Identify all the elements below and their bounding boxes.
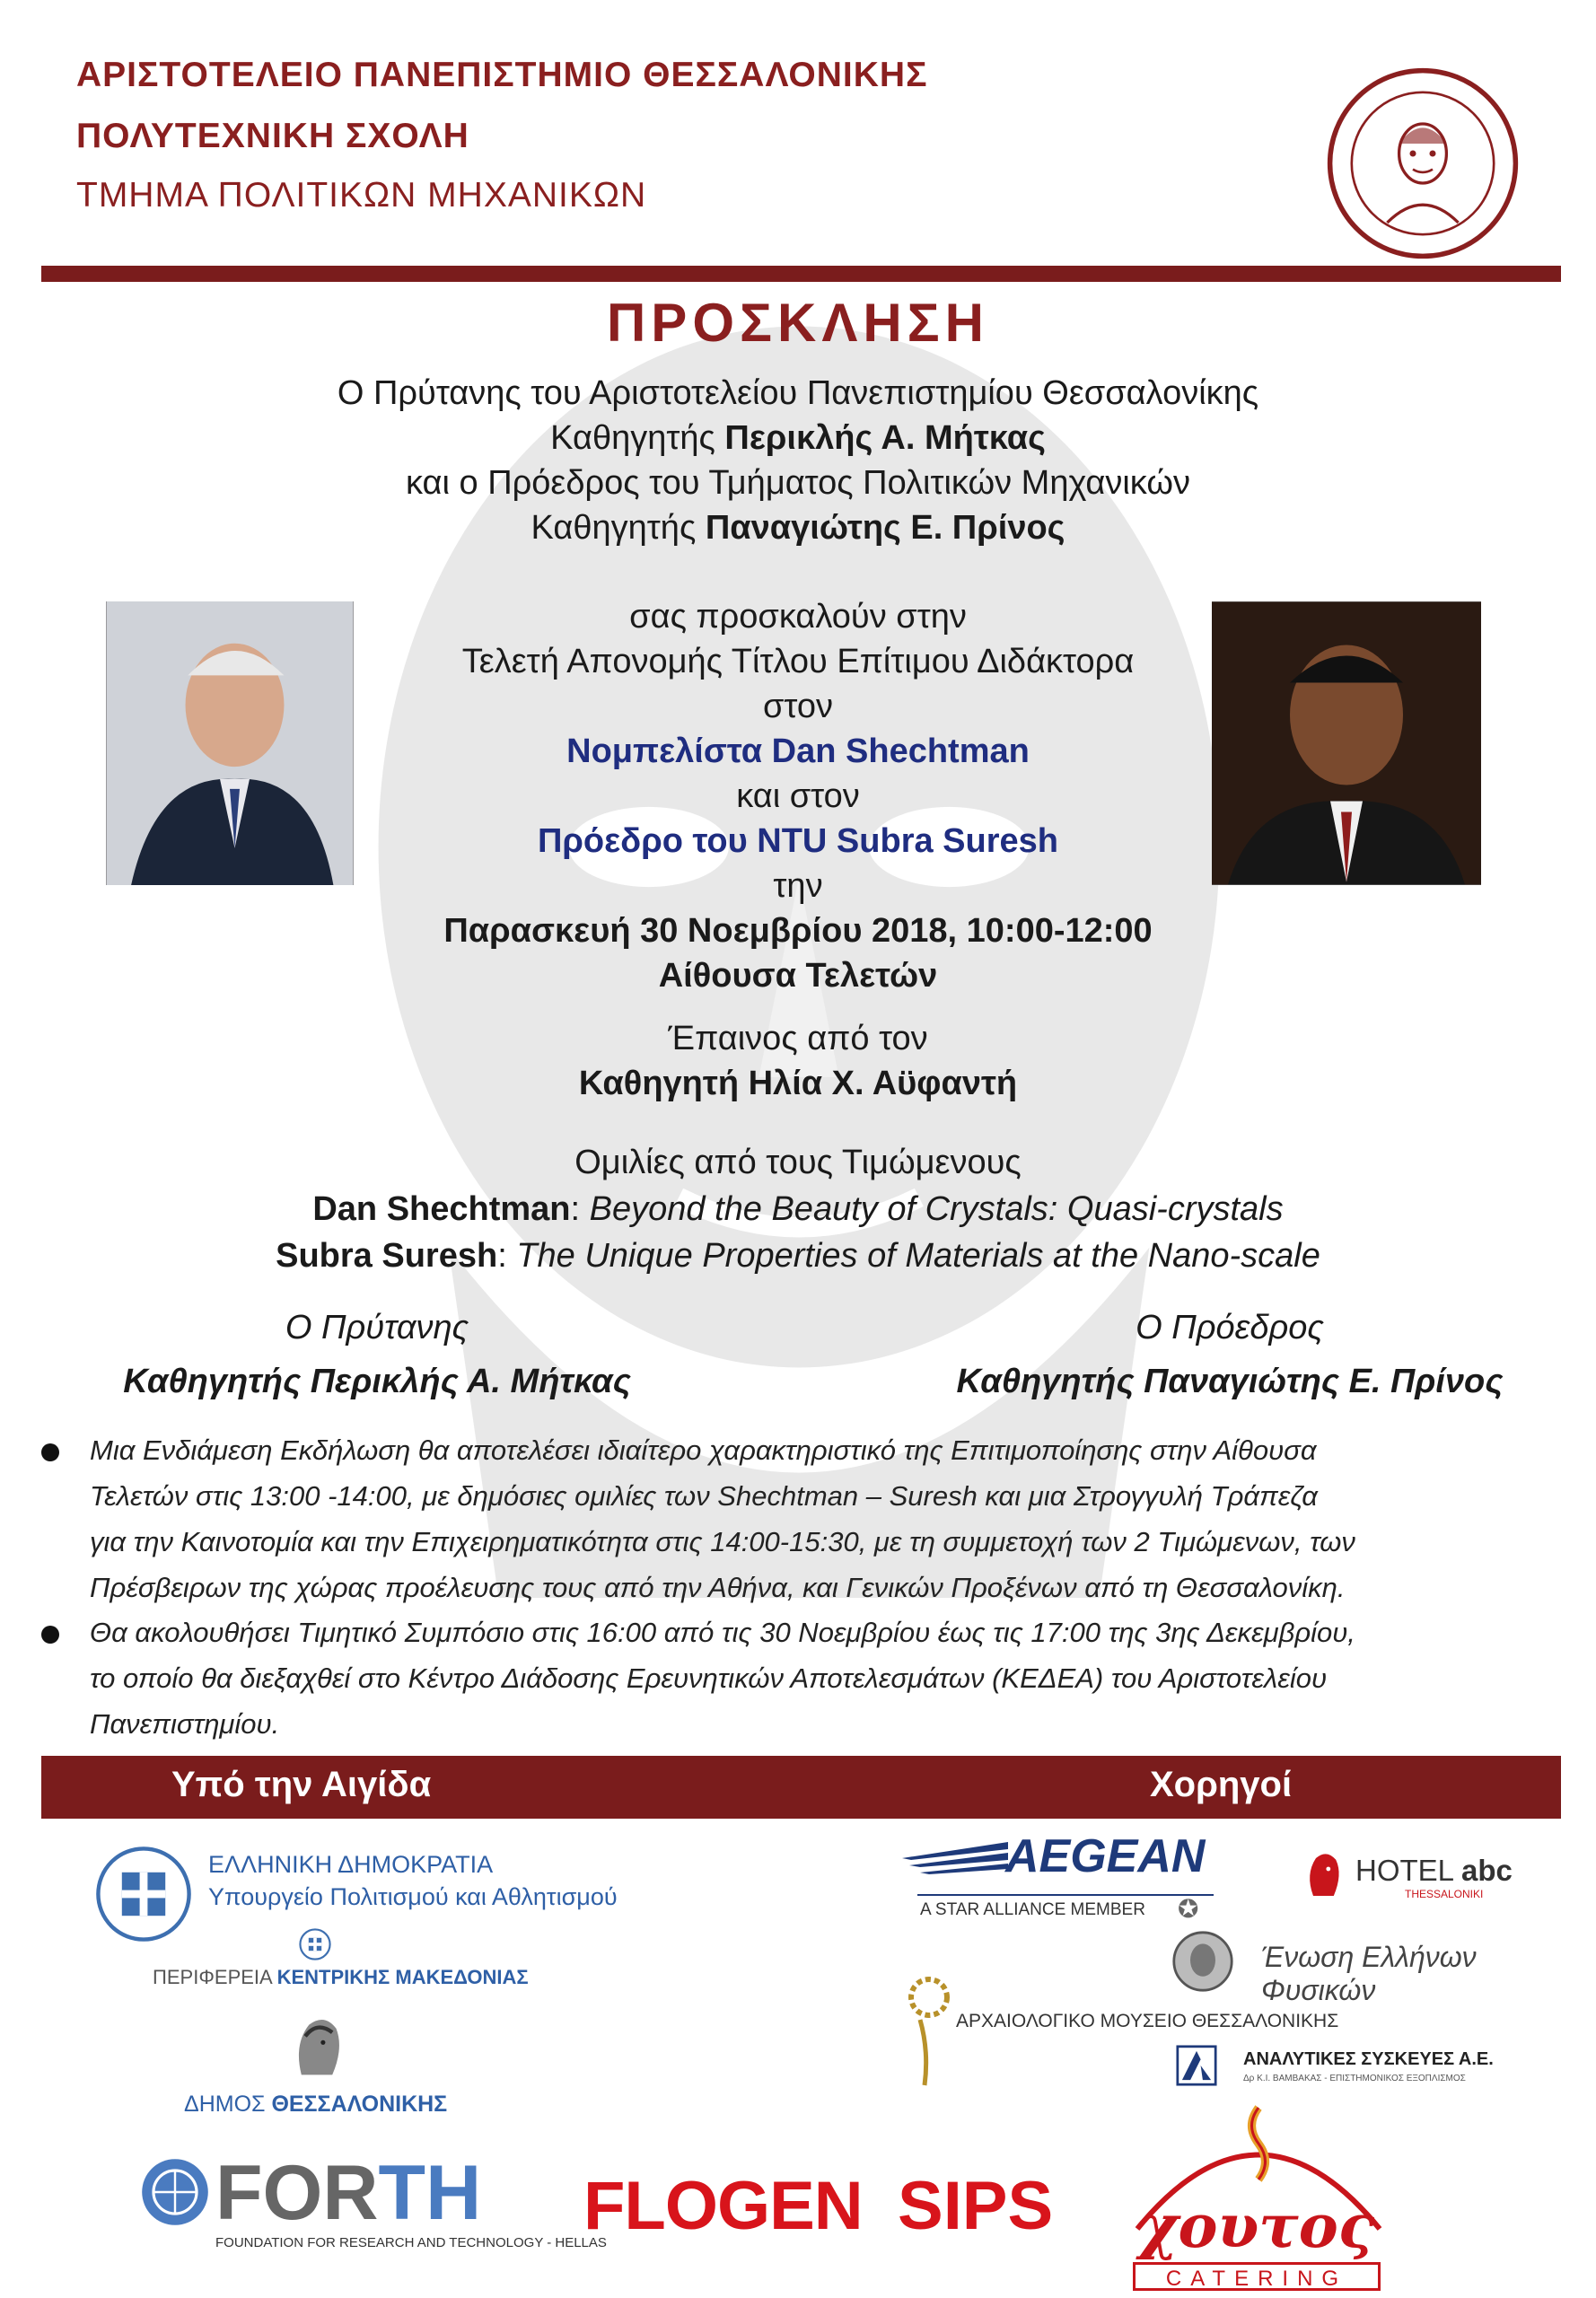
sips-logo-text: SIPS — [898, 2168, 1054, 2244]
forth-logo-text — [215, 2150, 482, 2236]
speaker-2-sep: : — [497, 1237, 517, 1275]
event-venue: Αίθουσα Τελετών — [658, 957, 938, 995]
signature-left-name: Καθηγητής Περικλής Α. Μήτκας — [123, 1363, 631, 1400]
note-1-line-3: για την Καινοτομία και την Επιχειρηματικότητα στις 14:00-15:30, με τη συμμετοχή των 2 Τιμώμενων, των — [90, 1526, 1355, 1557]
speaker-2-talk: The Unique Properties of Materials at the Nano-scale — [516, 1237, 1320, 1275]
forth-subtitle: FOUNDATION FOR RESEARCH AND TECHNOLOGY - HELLAS — [215, 2235, 607, 2250]
to-line-1: στον — [762, 688, 834, 725]
praise-line: Έπαινος από τον — [668, 1020, 928, 1057]
speaker-1-sep: : — [570, 1190, 590, 1228]
bullet-icon — [41, 1626, 59, 1644]
note-2-line-3: Πανεπιστημίου. — [90, 1708, 280, 1740]
speaker-1-name: Dan Shechtman — [312, 1190, 571, 1228]
ministry-line-2: Υπουργείο Πολιτισμού και Αθλητισμού — [208, 1883, 618, 1910]
department-name: ΤΜΗΜΑ ΠΟΛΙΤΙΚΩΝ ΜΗΧΑΝΙΚΩΝ — [76, 176, 647, 215]
forth-emblem-icon — [139, 2156, 211, 2228]
rector-prefix: Καθηγητής — [550, 419, 725, 457]
speeches-line: Ομιλίες από τους Τιμώμενους — [574, 1144, 1022, 1181]
dean-line: και ο Πρόεδρος του Τμήματος Πολιτικών Μηχανικών — [406, 464, 1190, 502]
honoree-2: Πρόεδρο του NTU Subra Suresh — [537, 822, 1059, 860]
museum-name: ΑΡΧΑΙΟΛΟΓΙΚΟ ΜΟΥΣΕΙΟ ΘΕΣΣΑΛΟΝΙΚΗΣ — [956, 2011, 1339, 2031]
region-name-a: ΠΕΡΙΦΕΡΕΙΑ — [153, 1966, 277, 1988]
note-1 — [90, 1427, 1562, 1610]
municipality-name-b: ΘΕΣΣΑΛΟΝΙΚΗΣ — [271, 2092, 448, 2117]
physicists-union-text: Ένωση Ελλήνων Φυσικών — [1261, 1941, 1477, 2006]
rector-name-line — [0, 417, 1596, 460]
school-name: ΠΟΛΥΤΕΧΝΙΚΗ ΣΧΟΛΗ — [76, 117, 469, 155]
aegean-subtitle: A STAR ALLIANCE MEMBER — [920, 1900, 1145, 1919]
ceremony-line: Τελετή Απονομής Τίτλου Επίτιμου Διδάκτορα — [461, 643, 1135, 680]
aegean-wings-icon — [902, 1831, 1010, 1885]
university-name: ΑΡΙΣΤΟΤΕΛΕΙΟ ΠΑΝΕΠΙΣΤΗΜΙΟ ΘΕΣΣΑΛΟΝΙΚΗΣ — [76, 56, 928, 94]
analytical-devices-logo-icon — [1176, 2045, 1217, 2086]
dean-name-line — [0, 506, 1596, 549]
note-2-line-2: το οποίο θα διεξαχθεί στο Κέντρο Διάδοσης Ερευνητικών Αποτελεσμάτων (ΚΕΔΕΑ) του Αριστοτελείου — [90, 1662, 1328, 1694]
star-alliance-icon: ✪ — [1178, 1895, 1199, 1923]
speaker-2-name: Subra Suresh — [276, 1237, 498, 1275]
hotel-name-a: HOTEL — [1355, 1854, 1461, 1887]
greek-republic-emblem-icon — [94, 1845, 193, 1943]
region-name — [153, 1966, 529, 1989]
sponsors-band — [41, 1756, 1561, 1819]
invitation-title: ΠΡΟΣΚΛΗΣΗ — [606, 293, 990, 353]
sponsors-heading: Χορηγοί — [1150, 1765, 1293, 1804]
forth-text-a: FOR — [215, 2150, 379, 2236]
hotel-logo-text — [1355, 1854, 1513, 1888]
alexander-head-icon — [278, 2004, 355, 2084]
dean-prefix: Καθηγητής — [531, 509, 706, 547]
hotel-name-b: abc — [1460, 1854, 1513, 1887]
invite-line: σας προσκαλούν στην — [629, 598, 967, 636]
hotel-subtitle: THESSALONIKI — [1405, 1888, 1484, 1900]
aegean-divider — [917, 1894, 1214, 1896]
note-1-line-1: Μια Ενδιάμεση Εκδήλωση θα αποτελέσει ιδιαίτερο χαρακτηριστικό της Επιτιμοποίησης στην Αίθουσα — [90, 1434, 1317, 1466]
note-2-line-1: Θα ακολουθήσει Τιμητικό Συμπόσιο στις 16:00 από τις 30 Νοεμβρίου έως τις 17:00 της 3ης Δεκεμβρίου, — [90, 1617, 1355, 1648]
note-2 — [90, 1609, 1562, 1747]
aegean-logo-text: AEGEAN — [1005, 1830, 1206, 1882]
speech-1 — [0, 1188, 1596, 1231]
analytical-devices-subtitle: Δρ Κ.Ι. ΒΑΜΒΑΚΑΣ - ΕΠΙΣΤΗΜΟΝΙΚΟΣ ΕΞΟΠΛΙΣΜΟΣ — [1243, 2074, 1466, 2083]
to-line-2: και στον — [736, 777, 860, 815]
university-seal-logo — [1324, 65, 1521, 262]
region-name-b: ΚΕΝΤΡΙΚΗΣ ΜΑΚΕΔΟΝΙΑΣ — [276, 1966, 529, 1988]
honoree-1: Νομπελίστα Dan Shechtman — [566, 732, 1030, 770]
analytical-devices-name: ΑΝΑΛΥΤΙΚΕΣ ΣΥΣΚΕΥΕΣ Α.Ε. — [1243, 2049, 1494, 2069]
bullet-icon — [41, 1443, 59, 1461]
forth-text-b: TH — [378, 2150, 482, 2236]
header-divider — [41, 266, 1561, 282]
speech-2 — [0, 1234, 1596, 1277]
praise-name: Καθηγητή Ηλία Χ. Αϋφαντή — [578, 1065, 1018, 1102]
catering-subtitle: CATERING — [1133, 2262, 1381, 2291]
physicists-union-emblem-icon — [1171, 1930, 1234, 1993]
speaker-1-talk: Beyond the Beauty of Crystals: Quasi-crystals — [589, 1190, 1284, 1228]
hotel-abc-head-icon — [1297, 1845, 1351, 1899]
municipality-name — [184, 2092, 447, 2118]
rector-line: Ο Πρύτανης του Αριστοτελείου Πανεπιστημίου Θεσσαλονίκης — [337, 374, 1259, 412]
ministry-line-1: ΕΛΛΗΝΙΚΗ ΔΗΜΟΚΡΑΤΙΑ — [208, 1851, 494, 1878]
dean-name: Παναγιώτης Ε. Πρίνος — [705, 509, 1065, 547]
catering-logo-text: χουτος — [1139, 2191, 1374, 2261]
on-line: την — [773, 867, 823, 905]
rector-name: Περικλής Α. Μήτκας — [724, 419, 1046, 457]
flogen-logo-text: FLOGEN — [583, 2168, 863, 2244]
signature-right-name: Καθηγητής Παναγιώτης Ε. Πρίνος — [956, 1363, 1504, 1400]
note-1-line-4: Πρέσβειρων της χώρας προέλευσης τους από την Αθήνα, και Γενικών Προξένων από τη Θεσσαλονίκη. — [90, 1572, 1346, 1603]
museum-emblem-icon — [902, 1970, 956, 2087]
event-date: Παρασκευή 30 Νοεμβρίου 2018, 10:00-12:00 — [443, 912, 1153, 950]
signature-left-role: Ο Πρύτανης — [285, 1309, 469, 1346]
signature-right-role: Ο Πρόεδρος — [1136, 1309, 1324, 1346]
region-emblem-icon — [299, 1928, 331, 1960]
auspices-heading: Υπό την Αιγίδα — [171, 1765, 432, 1804]
municipality-name-a: ΔΗΜΟΣ — [184, 2092, 272, 2117]
note-1-line-2: Τελετών στις 13:00 -14:00, με δημόσιες ομιλίες των Shechtman – Suresh και μια Στρογγυλή Τράπεζα — [90, 1480, 1318, 1512]
